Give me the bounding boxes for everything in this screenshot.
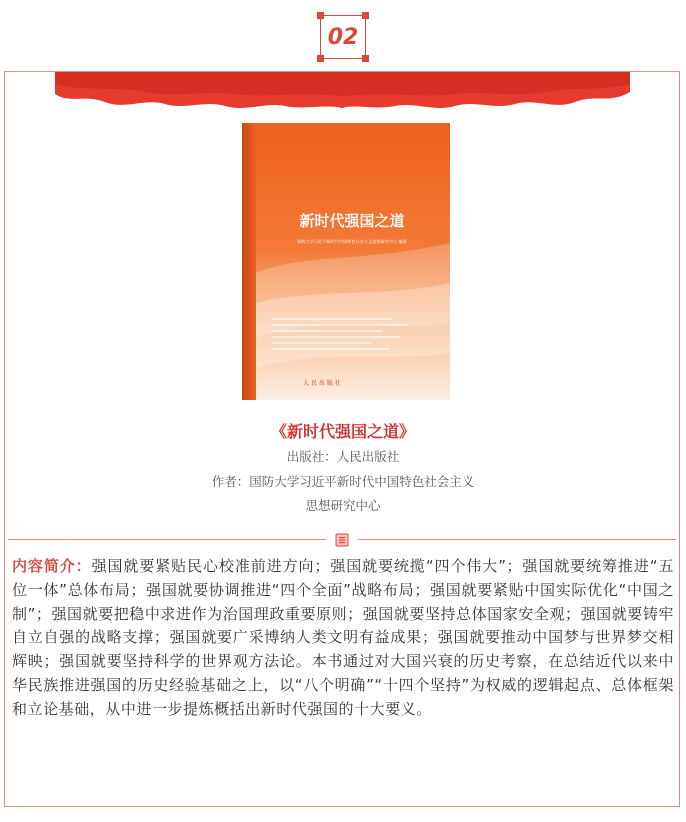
- badge-corner: [317, 55, 324, 62]
- red-ribbon-banner: [55, 72, 630, 112]
- section-number: 02: [327, 24, 359, 50]
- cover-publisher: 人 民 出 版 社: [303, 380, 341, 387]
- book-cover: [242, 123, 450, 400]
- divider-line-right: [358, 539, 676, 540]
- section-number-badge: [320, 15, 366, 59]
- author-line: 作者：国防大学习近平新时代中国特色社会主义: [211, 474, 475, 489]
- publisher-line: 出版社：人民出版社: [286, 449, 400, 464]
- summary-label: 内容简介：: [12, 557, 92, 575]
- summary-paragraph: [12, 555, 674, 722]
- cover-title: 新时代强国之道: [299, 212, 405, 230]
- cover-editor: 国防大学习近平新时代中国特色社会主义思想研究中心 编著: [296, 239, 408, 244]
- divider-line-left: [8, 539, 326, 540]
- book-title: 《新时代强国之道》: [270, 422, 415, 441]
- summary-text: 强国就要紧贴民心校准前进方向；强国就要统揽“四个伟大”；强国就要统筹推进“五位一体”总体布局；强国就要协调推进“四个全面”战略布局；强国就要紧贴中国实际优化“中国之制”；强国就要把稳中求进作为治国理政重要原则；强国就要坚持总体国家安全观；强国就要铸牢自立自强的战略支撑；强国就要广采博纳人类文明有益成果；强国就要推动中国梦与世界梦交相辉映；强国就要坚持科学的世界观方法论。本书通过对大国兴衰的历史考察，在总结近代以来中华民族推进强国的历史经验基础之上，以“八个明确”“十四个坚持”为权威的逻辑起点、总体框架和立论基础，从中进一步提炼概括出新时代强国的十大要义。: [12, 557, 674, 718]
- section-divider: [8, 532, 676, 548]
- badge-corner: [317, 12, 324, 19]
- scroll-icon: [334, 532, 350, 548]
- author-line-continued: 思想研究中心: [305, 498, 381, 513]
- badge-corner: [362, 12, 369, 19]
- badge-corner: [362, 55, 369, 62]
